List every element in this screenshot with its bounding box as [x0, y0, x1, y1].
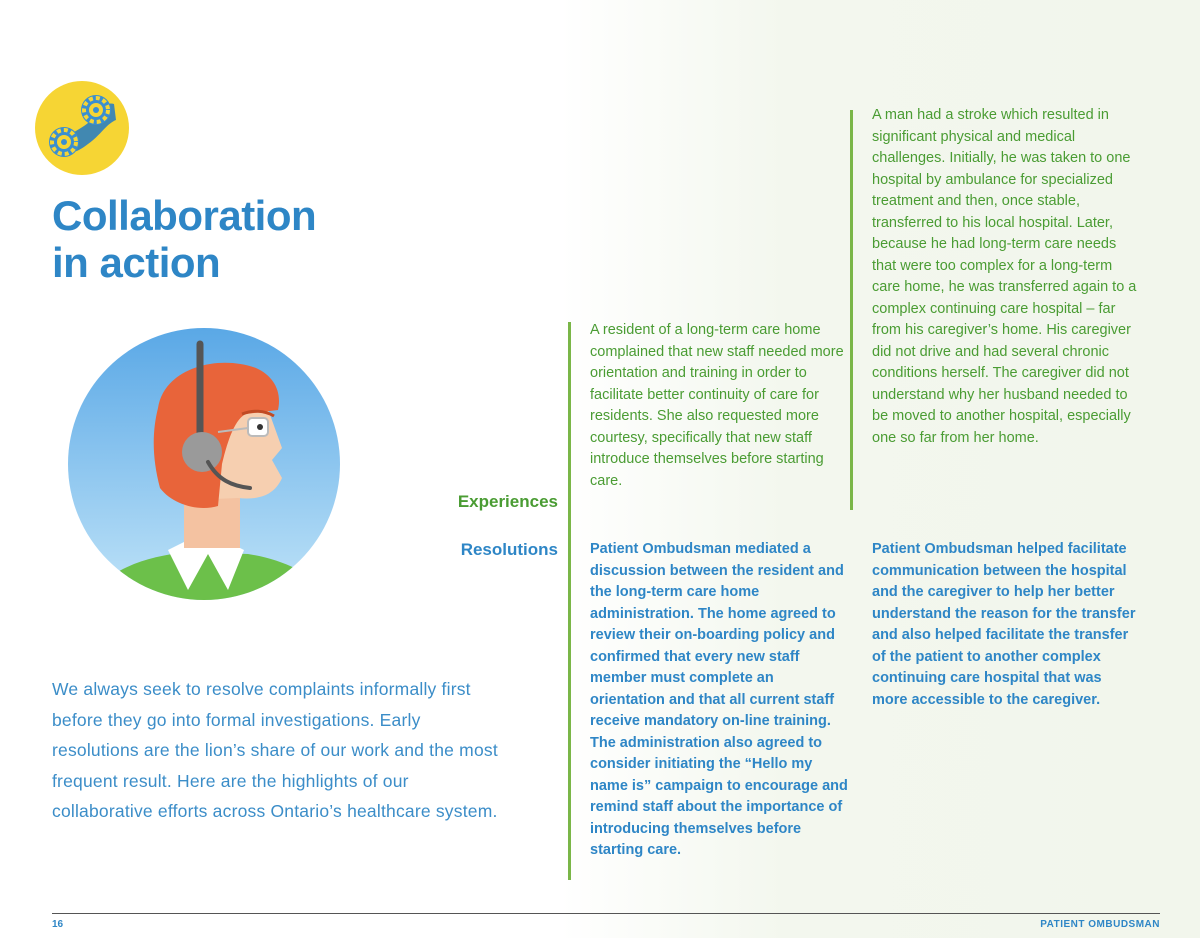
publication-name: PATIENT OMBUDSMAN — [1040, 919, 1160, 930]
gears-icon — [34, 80, 130, 176]
case-2-experience: A man had a stroke which resulted in significant physical and medical challenges. Initially, he was taken to one hospital by ambulance for specialized treatment and then, once stable, transferred to his local hospital. Later, because he had long-term care needs that were too complex for a long-term care home, he was transferred again to a complex continuing care hospital – far from his caregiver’s home. His caregiver did not drive and had several chronic conditions herself. The caregiver did not understand why her husband needed to be moved to another hospital, especially one so far from her home. — [872, 107, 1137, 446]
case-1-experience: A resident of a long-term care home complained that new staff needed more orientation and training in order to facilitate better continuity of care for residents. She also requested more courtesy, specifically that new staff introduce themselves before starting care. — [590, 322, 844, 489]
case-2-resolution: Patient Ombudsman helped facilitate communication between the hospital and the caregiver to help her better understand the reason for the transfer and also helped facilitate the transfer of the patient to another complex continuing care hospital that was more accessible to the caregiver. — [872, 541, 1136, 708]
footer-rule — [52, 913, 1160, 914]
resolutions-label: Resolutions — [460, 540, 558, 559]
title-line-1: Collaboration — [52, 192, 317, 239]
column-divider — [568, 322, 571, 880]
case-1-resolution: Patient Ombudsman mediated a discussion between the resident and the long-term care home administration. The home agreed to review their on-boarding policy and confirmed that every new staff member must complete an orientation and that all current staff receive mandatory on-line training. The administration also agreed to consider initiating the “Hello my name is” campaign to encourage and remind staff about the importance of introducing themselves before starting care. — [590, 541, 848, 858]
intro-paragraph: We always seek to resolve complaints informally first before they go into formal investigations. Early resolutions are the lion’s share of our work and the most frequent result. Here are the highlights of our collaborative efforts across Ontario’s healthcare system. — [52, 679, 498, 821]
page-title — [52, 192, 316, 286]
page-number: 16 — [52, 919, 64, 930]
title-line-2: in action — [52, 239, 221, 286]
column-divider — [850, 110, 853, 510]
call-center-agent-illustration — [68, 328, 340, 600]
experiences-label: Experiences — [457, 492, 558, 511]
